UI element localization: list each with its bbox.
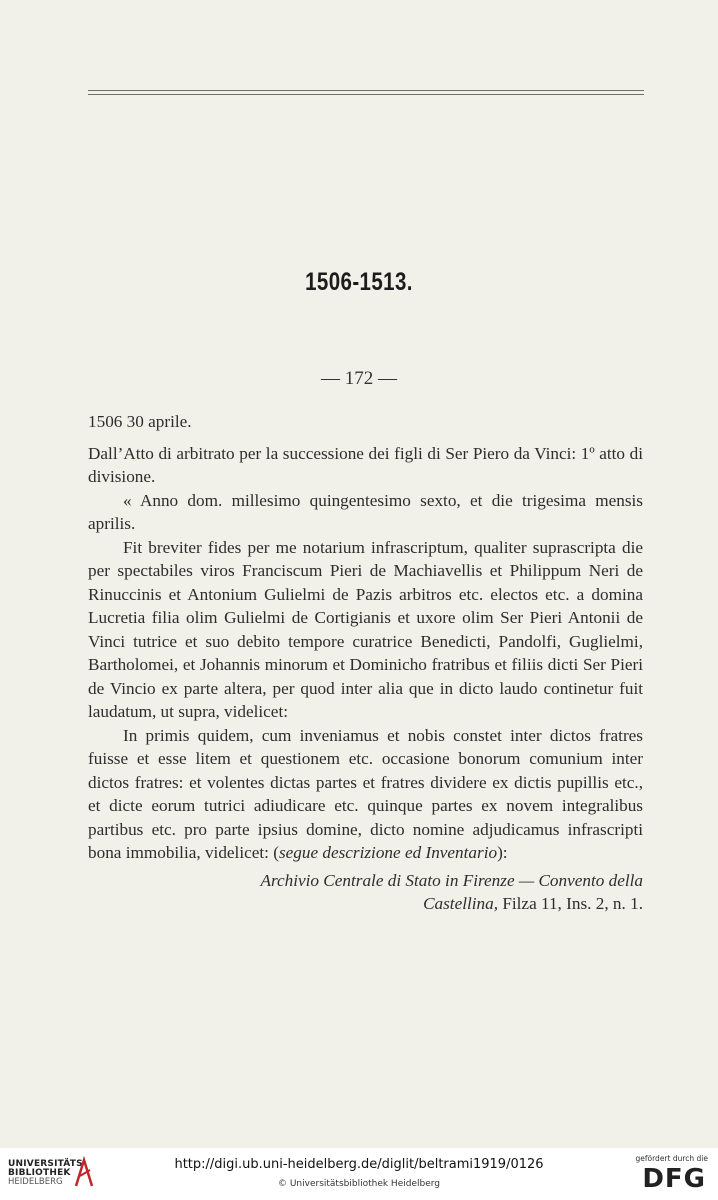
document-body [88, 410, 643, 916]
dfg-logo[interactable]: DFG [642, 1164, 706, 1194]
paragraph-3-italic: segue descrizione ed Inventario [278, 843, 498, 862]
paragraph-3-end: ): [497, 843, 508, 862]
paragraph-3-text: In primis quidem, cum inveniamus et nobis constet inter dictos fratres fuisse et esse litem et questionem etc. occasione bonorum comunium inter dictos fratres: et volentes dictas partes et fratres dividere ex dictis pupillis etc., et dicte eorum tutrici adiudicare etc. quinque partes ex novem integralibus partibus etc. pro parte ipsius domine, dicto nomine adjudicamus infrascripti bona immobilia, videlicet: ( [88, 725, 643, 862]
archive-location: Filza 11, Ins. 2, n. 1. [498, 894, 643, 913]
footer-bar [0, 1148, 718, 1200]
logo-line-3: HEIDELBERG [8, 1177, 63, 1187]
top-rule [88, 90, 644, 91]
page-title: 1506-1513. [305, 268, 413, 296]
logo-line-2: BIBLIOTHEK [8, 1168, 71, 1178]
paragraph-3 [88, 724, 643, 865]
document-number: — 172 — [321, 368, 397, 389]
intro-paragraph: Dall’Atto di arbitrato per la successione dei figli di Ser Piero da Vinci: 1º atto di divisione. [88, 443, 643, 486]
funding-note: gefördert durch die [635, 1154, 708, 1163]
paragraph-1: « Anno dom. millesimo quingentesimo sexto, et die trigesima mensis aprilis. [88, 490, 643, 533]
copyright-notice: © Universitätsbibliothek Heidelberg [277, 1179, 440, 1189]
top-rule-secondary [88, 94, 644, 95]
logo-line-1: UNIVERSITÄTS- [8, 1159, 87, 1169]
permalink-url[interactable]: http://digi.ub.uni-heidelberg.de/diglit/beltrami1919/0126 [174, 1157, 544, 1172]
archive-reference [88, 869, 643, 916]
paragraph-2: Fit breviter fides per me notarium infrascriptum, qualiter suprascripta die per spectabiles viros Franciscum Pieri de Machiavellis et Philippum Neri de Rinuccinis et Antonium Gulielmi de Pazis arbitros etc. electos etc. a domina Lucretia filia olim Gulielmi de Cortigianis et uxore olim Ser Pieri Antonii de Vinci tutrice et suo debito tempore curatrice Benedicti, Pandolfi, Guglielmi, Bartholomei, et Johannis minorum et Dominicho fratribus et filiis dicti Ser Pieri de Vincio ex parte altera, per quod inter alia que in dicto laudo continetur fuit laudatum, ut supra, videlicet: [88, 537, 643, 721]
archive-name: Archivio Centrale di Stato in Firenze — Convento della Castellina, [260, 870, 643, 913]
date-line: 1506 30 aprile. [88, 412, 192, 431]
